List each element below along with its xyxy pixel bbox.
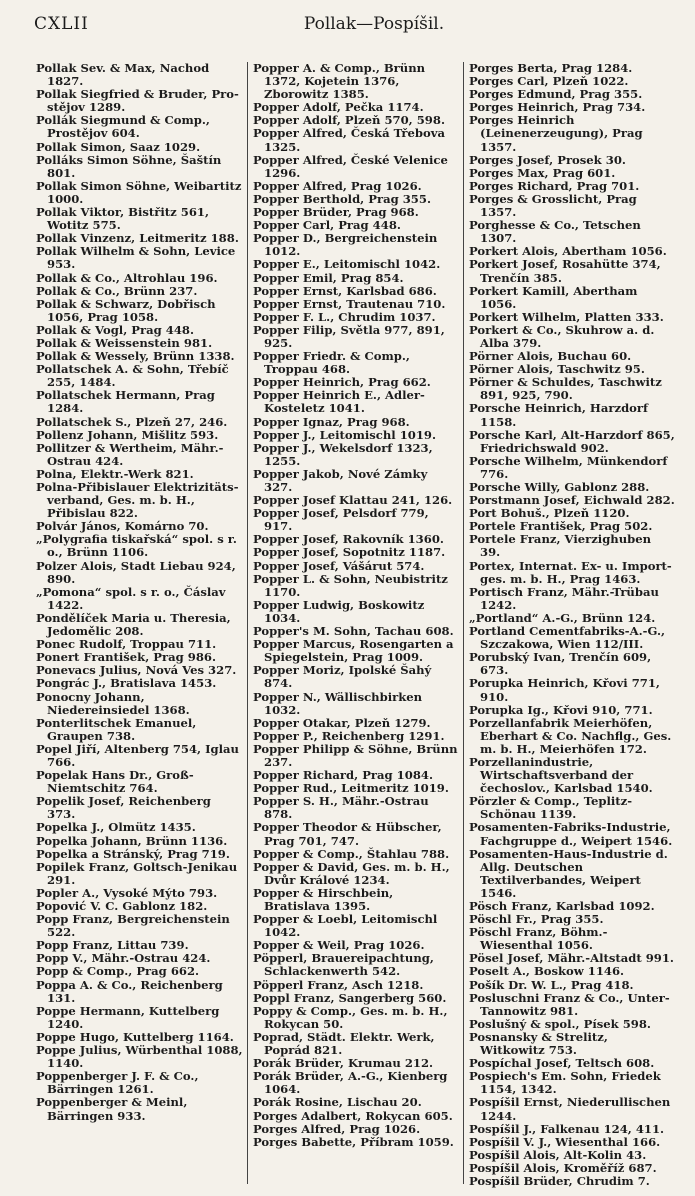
directory-entry: Porges Richard, Prag 701. [469, 178, 640, 193]
directory-entry: Pollenz Johann, Mišlitz 593. [36, 427, 219, 442]
directory-entry: Popper & Loebl, Leitomischl 1042. [253, 912, 438, 940]
directory-entry: Porák Brüder, Krumau 212. [253, 1056, 434, 1071]
directory-entry: Pollak Simon Söhne, Weibartitz 1000. [36, 178, 242, 206]
directory-entry: Porubský Ivan, Trenčín 609, 673. [469, 650, 652, 678]
directory-entry: Portisch Franz, Mähr.-Trübau 1242. [469, 584, 659, 612]
directory-entry: Pollak & Co., Brünn 237. [36, 283, 198, 298]
directory-entry: Popper Heinrich, Prag 662. [253, 375, 431, 390]
directory-entry: Porges Josef, Prosek 30. [469, 152, 626, 167]
directory-entry: Pospiech's Em. Sohn, Friedek 1154, 1342. [469, 1069, 661, 1097]
directory-entry: Popp & Comp., Prag 662. [36, 964, 200, 979]
directory-entry: Popper Emil, Prag 854. [253, 270, 404, 285]
directory-entry: Popp V., Mähr.-Ostrau 424. [36, 951, 211, 966]
directory-entry: Poppa A. & Co., Reichenberg 131. [36, 977, 223, 1005]
directory-entry: Popper Friedr. & Comp., Troppau 468. [253, 349, 410, 377]
directory-entry: Pospíšil J., Falkenau 124, 411. [469, 1121, 665, 1136]
directory-entry: Popper & David, Ges. m. b. H., Dvůr Králové 1234. [253, 859, 450, 887]
directory-entry: Porsche Karl, Alt-Harzdorf 865, Friedrichswald 902. [469, 427, 675, 455]
directory-entry: Popović V. C. Gablonz 182. [36, 899, 208, 913]
directory-entry: Posamenten-Haus-Industrie d. Allg. Deutschen Textilverbandes, Weipert 1546. [469, 846, 668, 900]
directory-entry: Popper's M. Sohn, Tachau 608. [253, 624, 454, 639]
directory-entry: Popper Josef, Sopotnitz 1187. [253, 545, 446, 560]
directory-entry: Popp Franz, Bergreichenstein 522. [36, 912, 230, 940]
directory-entry: Pollitzer & Wertheim, Mähr.-Ostrau 424. [36, 440, 224, 468]
directory-entry: „Pomona“ spol. s r. o., Čáslav 1422. [36, 584, 226, 612]
directory-entry: Pongrác J., Bratislava 1453. [36, 676, 217, 691]
directory-entry: Pollak Sev. & Max, Nachod 1827. [36, 61, 210, 89]
directory-entry: Popper & Weil, Prag 1026. [253, 938, 425, 953]
directory-entry: Porstmann Josef, Eichwald 282. [469, 493, 675, 508]
directory-entry: Polna, Elektr.-Werk 821. [36, 466, 194, 481]
directory-entry: Poprad, Städt. Elektr. Werk, Poprád 821. [253, 1029, 435, 1058]
directory-entry: Ponert František, Prag 986. [36, 650, 217, 665]
directory-entry: Popper Alfred, Prag 1026. [253, 178, 422, 193]
directory-entry: Porsche Wilhelm, Münkendorf 776. [469, 453, 668, 481]
directory-entry: Popper Josef, Vášárut 574. [253, 558, 425, 573]
directory-entry: Pospíšil Ernst, Niederullischen 1244. [469, 1095, 671, 1123]
directory-entry: Pollak Vinzenz, Leitmeritz 188. [36, 231, 239, 246]
directory-entry: Popper Ignaz, Prag 968. [253, 414, 410, 429]
directory-entry: Portele Franz, Vierzighuben 39. [469, 532, 652, 560]
directory-entry: Popper & Comp., Štahlau 788. [253, 846, 450, 861]
directory-entry: Popper Adolf, Pečka 1174. [253, 100, 424, 115]
directory-entry: Popper J., Leitomischl 1019. [253, 427, 437, 442]
directory-entry: Pöschl Franz, Böhm.-Wiesenthal 1056. [469, 925, 608, 953]
directory-entry: Pospíšil Alois, Kroměříž 687. [469, 1160, 657, 1175]
directory-entry: Ponec Rudolf, Troppau 711. [36, 637, 217, 652]
directory-entry: Popper & Hirschbein, Bratislava 1395. [253, 885, 394, 913]
directory-entry: Popper Rud., Leitmeritz 1019. [253, 781, 449, 796]
directory-entry: Pollák Siegmund & Comp., Prostějov 604. [36, 113, 210, 141]
directory-entry: Porges Heinrich (Leinenerzeugung), Prag 1357. [469, 113, 643, 154]
directory-entry: Pondělíček Maria u. Theresia, Jedomělic 208. [36, 610, 231, 639]
directory-entry: Pollak & Wessely, Brünn 1338. [36, 349, 235, 364]
directory-entry: Pollatschek S., Plzeň 27, 246. [36, 414, 228, 429]
directory-entry: Poppe Hugo, Kuttelberg 1164. [36, 1029, 234, 1044]
directory-entry: Pospíšil Alois, Alt-Kolin 43. [469, 1147, 647, 1162]
directory-entry: Pošík Dr. W. L., Prag 418. [469, 977, 634, 992]
directory-entry: Poppe Julius, Würbenthal 1088, 1140. [36, 1043, 243, 1071]
directory-entry: Porges Babette, Příbram 1059. [253, 1134, 454, 1149]
directory-entry: Popper S. H., Mähr.-Ostrau 878. [253, 794, 429, 822]
directory-entry: Porzellanfabrik Meierhöfen, Eberhart & Co. Nachflg., Ges. m. b. H., Meierhöfen 172. [469, 715, 672, 756]
directory-entry: Porsche Heinrich, Harzdorf 1158. [469, 401, 649, 429]
directory-entry: Popper Alfred, České Velenice 1296. [253, 152, 448, 180]
directory-entry: Popper A. & Comp., Brünn 1372, Kojetein 1376, Zborowitz 1385. [253, 61, 426, 102]
directory-entry: Pörner Alois, Buchau 60. [469, 349, 632, 364]
directory-entry: Porges Edmund, Prag 355. [469, 87, 643, 102]
directory-entry: Popper F. L., Chrudim 1037. [253, 309, 436, 324]
directory-entry: Popper Filip, Světla 977, 891, 925. [253, 322, 445, 350]
page-header [34, 14, 675, 40]
directory-entry: Porupka Heinrich, Křovi 771, 910. [469, 676, 660, 704]
directory-entry: Porges Max, Prag 601. [469, 165, 616, 180]
directory-entry: Popper Heinrich E., Adler-Kosteletz 1041. [253, 388, 425, 416]
directory-entry: Porges Carl, Plzeň 1022. [469, 74, 629, 89]
running-head-title: Pollak—Pospíšil. [303, 14, 445, 34]
directory-entry: Polzer Alois, Stadt Liebau 924, 890. [36, 558, 236, 586]
directory-entry: Popper Jakob, Nové Zámky 327. [253, 466, 428, 494]
directory-entry: Popelik Josef, Reichenberg 373. [36, 794, 211, 822]
directory-entry: Porkert Alois, Abertham 1056. [469, 244, 667, 259]
directory-entry: Ponterlitschek Emanuel, Graupen 738. [36, 715, 197, 743]
directory-entry: Poppe Hermann, Kuttelberg 1240. [36, 1003, 220, 1031]
directory-entry: Popper L. & Sohn, Neubistritz 1170. [253, 571, 448, 599]
directory-entry: Portland Cementfabriks-A.-G., Szczakowa, Wien 112/III. [469, 624, 666, 652]
directory-entry: Popper D., Bergreichenstein 1012. [253, 231, 438, 259]
directory-entry: Portele František, Prag 502. [469, 519, 653, 534]
directory-entry: Porges & Grosslicht, Prag 1357. [469, 191, 637, 220]
directory-entry: Pöschl Fr., Prag 355. [469, 912, 604, 927]
directory-entry: Popelka J., Olmütz 1435. [36, 820, 196, 835]
directory-entry: Port Bohuš., Plzeň 1120. [469, 506, 630, 521]
directory-entry: Porges Alfred, Prag 1026. [253, 1121, 421, 1136]
directory-entry: Poppenberger J. F. & Co., Bärringen 1261. [36, 1069, 199, 1097]
directory-entry: Popper Richard, Prag 1084. [253, 768, 433, 783]
directory-entry: Popel Jiří, Altenberg 754, Iglau 766. [36, 741, 239, 769]
directory-entry: Popper Ludwig, Boskowitz 1034. [253, 597, 425, 625]
directory-entry: Poppl Franz, Sangerberg 560. [253, 990, 447, 1005]
directory-entry: Porák Rosine, Lischau 20. [253, 1095, 422, 1110]
directory-entry: Poppy & Comp., Ges. m. b. H., Rokycan 50. [253, 1003, 448, 1031]
directory-entry: Popper J., Wekelsdorf 1323, 1255. [253, 440, 433, 468]
directory-entry: Popelka a Stránský, Prag 719. [36, 846, 230, 861]
directory-entry: Popper Ernst, Karlsbad 686. [253, 283, 437, 298]
column-left [31, 62, 247, 1184]
directory-entry: Popper Philipp & Söhne, Brünn 237. [253, 741, 458, 769]
directory-entry: „Portland“ A.-G., Brünn 124. [469, 610, 656, 625]
directory-entry: Porzellanindustrie, Wirtschaftsverband der čechoslov., Karlsbad 1540. [469, 754, 653, 796]
directory-entry: Pospíchal Josef, Teltsch 608. [469, 1056, 655, 1071]
directory-entry: Pöpperl, Brauereipachtung, Schlackenwerth 542. [253, 951, 434, 979]
directory-entry: Popler A., Vysoké Mýto 793. [36, 885, 218, 900]
directory-entry: Posnansky & Strelitz, Witkowitz 753. [469, 1029, 608, 1058]
directory-entry: Popper N., Wällischbirken 1032. [253, 689, 423, 717]
directory-entry: Pöpperl Franz, Asch 1218. [253, 977, 424, 992]
directory-entry: Ponocny Johann, Niedereinsiedel 1368. [36, 689, 190, 717]
directory-entry: Pösch Franz, Karlsbad 1092. [469, 899, 655, 913]
directory-entry: Porghesse & Co., Tetschen 1307. [469, 218, 641, 246]
directory-entry: Porkert Wilhelm, Platten 333. [469, 309, 664, 324]
directory-entry: Porges Adalbert, Rokycan 605. [253, 1108, 453, 1123]
directory-entry: Popper Theodor & Hübscher, Prag 701, 747. [253, 820, 442, 848]
directory-entry: Pörner Alois, Taschwitz 95. [469, 362, 645, 377]
directory-entry: Pollak & Vogl, Prag 448. [36, 322, 194, 337]
directory-entry: Pospíšil Brüder, Chrudim 7. [469, 1173, 650, 1188]
directory-entry: Pösel Josef, Mähr.-Altstadt 991. [469, 951, 674, 966]
directory-entry: Porupka Ig., Křovi 910, 771. [469, 702, 653, 717]
directory-entry: Porkert Kamill, Abertham 1056. [469, 283, 638, 311]
directory-entry: Popper Alfred, Česká Třebova 1325. [253, 126, 445, 154]
directory-entry: Popper Josef Klattau 241, 126. [253, 493, 453, 508]
directory-entry: Pollatschek Hermann, Prag 1284. [36, 388, 215, 416]
directory-entry: Popper Berthold, Prag 355. [253, 191, 431, 206]
directory-entry: Popp Franz, Littau 739. [36, 938, 189, 953]
directory-entry: Pollak & Schwarz, Dobřisch 1056, Prag 1058. [36, 296, 216, 324]
directory-entry: Popper Brüder, Prag 968. [253, 205, 419, 220]
column-middle [247, 62, 463, 1184]
directory-entry: Pollak & Co., Altrohlau 196. [36, 270, 218, 285]
directory-entry: „Polygrafia tiskařská“ spol. s r. o., Brünn 1106. [36, 532, 237, 560]
directory-entry: Popper Moriz, Ipolské Šahý 874. [253, 663, 432, 691]
directory-entry: Popper Ernst, Trautenau 710. [253, 296, 446, 311]
directory-entry: Popper Marcus, Rosengarten a Spiegelstein, Prag 1009. [253, 637, 454, 665]
directory-entry: Posamenten-Fabriks-Industrie, Fachgruppe d., Weipert 1546. [469, 820, 673, 848]
directory-entry: Pollak Wilhelm & Sohn, Levice 953. [36, 244, 236, 272]
directory-entry: Popper Carl, Prag 448. [253, 218, 401, 233]
directory-entry: Popper Otakar, Plzeň 1279. [253, 715, 431, 730]
directory-entry: Polláks Simon Söhne, Šaštín 801. [36, 152, 222, 180]
directory-entry: Pollak Siegfried & Bruder, Pro-stějov 1289. [36, 87, 239, 115]
directory-entry: Polna-Přibislauer Elektrizitäts-verband, Ges. m. b. H., Přibislau 822. [36, 480, 239, 521]
directory-entry: Porges Berta, Prag 1284. [469, 61, 633, 75]
directory-entry: Popelka Johann, Brünn 1136. [36, 833, 228, 848]
directory-entry: Pollatschek A. & Sohn, Třebíč 255, 1484. [36, 362, 229, 390]
directory-entry: Porkert & Co., Skuhrow a. d. Alba 379. [469, 322, 655, 350]
directory-entry: Pörner & Schuldes, Taschwitz 891, 925, 790. [469, 375, 662, 403]
directory-entry: Popper P., Reichenberg 1291. [253, 728, 445, 743]
directory-entry: Popelak Hans Dr., Groß-Niemtschitz 764. [36, 768, 194, 796]
directory-entry: Pollak Simon, Saaz 1029. [36, 139, 201, 154]
directory-entry: Posluschni Franz & Co., Unter-Tannowitz 981. [469, 990, 670, 1018]
directory-entry: Ponevacs Julius, Nová Ves 327. [36, 663, 237, 678]
page-number: CXLII [34, 14, 89, 34]
directory-entry: Portex, Internat. Ex- u. Import-ges. m. b. H., Prag 1463. [469, 558, 672, 586]
directory-entry: Popper Adolf, Plzeň 570, 598. [253, 113, 445, 128]
directory-entry: Porkert Josef, Rosahütte 374, Trenčín 385. [469, 257, 661, 285]
directory-entry: Popper E., Leitomischl 1042. [253, 257, 441, 272]
directory-entry: Pollak & Weissenstein 981. [36, 335, 213, 350]
directory-entry: Porsche Willy, Gablonz 288. [469, 480, 650, 494]
column-right [463, 61, 679, 1188]
directory-entry: Porák Brüder, A.-G., Kienberg 1064. [253, 1069, 448, 1097]
directory-entry: Popper Josef, Rakovník 1360. [253, 532, 444, 547]
directory-entry: Porges Heinrich, Prag 734. [469, 100, 646, 115]
directory-entry: Polvár János, Komárno 70. [36, 519, 209, 534]
directory-entry: Pospíšil V. J., Wiesenthal 166. [469, 1134, 661, 1149]
directory-entry: Popilek Franz, Goltsch-Jenikau 291. [36, 859, 238, 887]
directory-entry: Pollak Viktor, Bistřitz 561, Wotitz 575. [36, 205, 209, 233]
directory-entry: Poppenberger & Meinl, Bärringen 933. [36, 1095, 188, 1123]
directory-columns [31, 61, 681, 1188]
directory-entry: Pörzler & Comp., Teplitz-Schönau 1139. [469, 794, 633, 822]
directory-entry: Popper Josef, Pelsdorf 779, 917. [253, 506, 429, 534]
directory-entry: Poselt A., Boskow 1146. [469, 964, 625, 979]
directory-entry: Poslušný & spol., Písek 598. [469, 1016, 651, 1031]
